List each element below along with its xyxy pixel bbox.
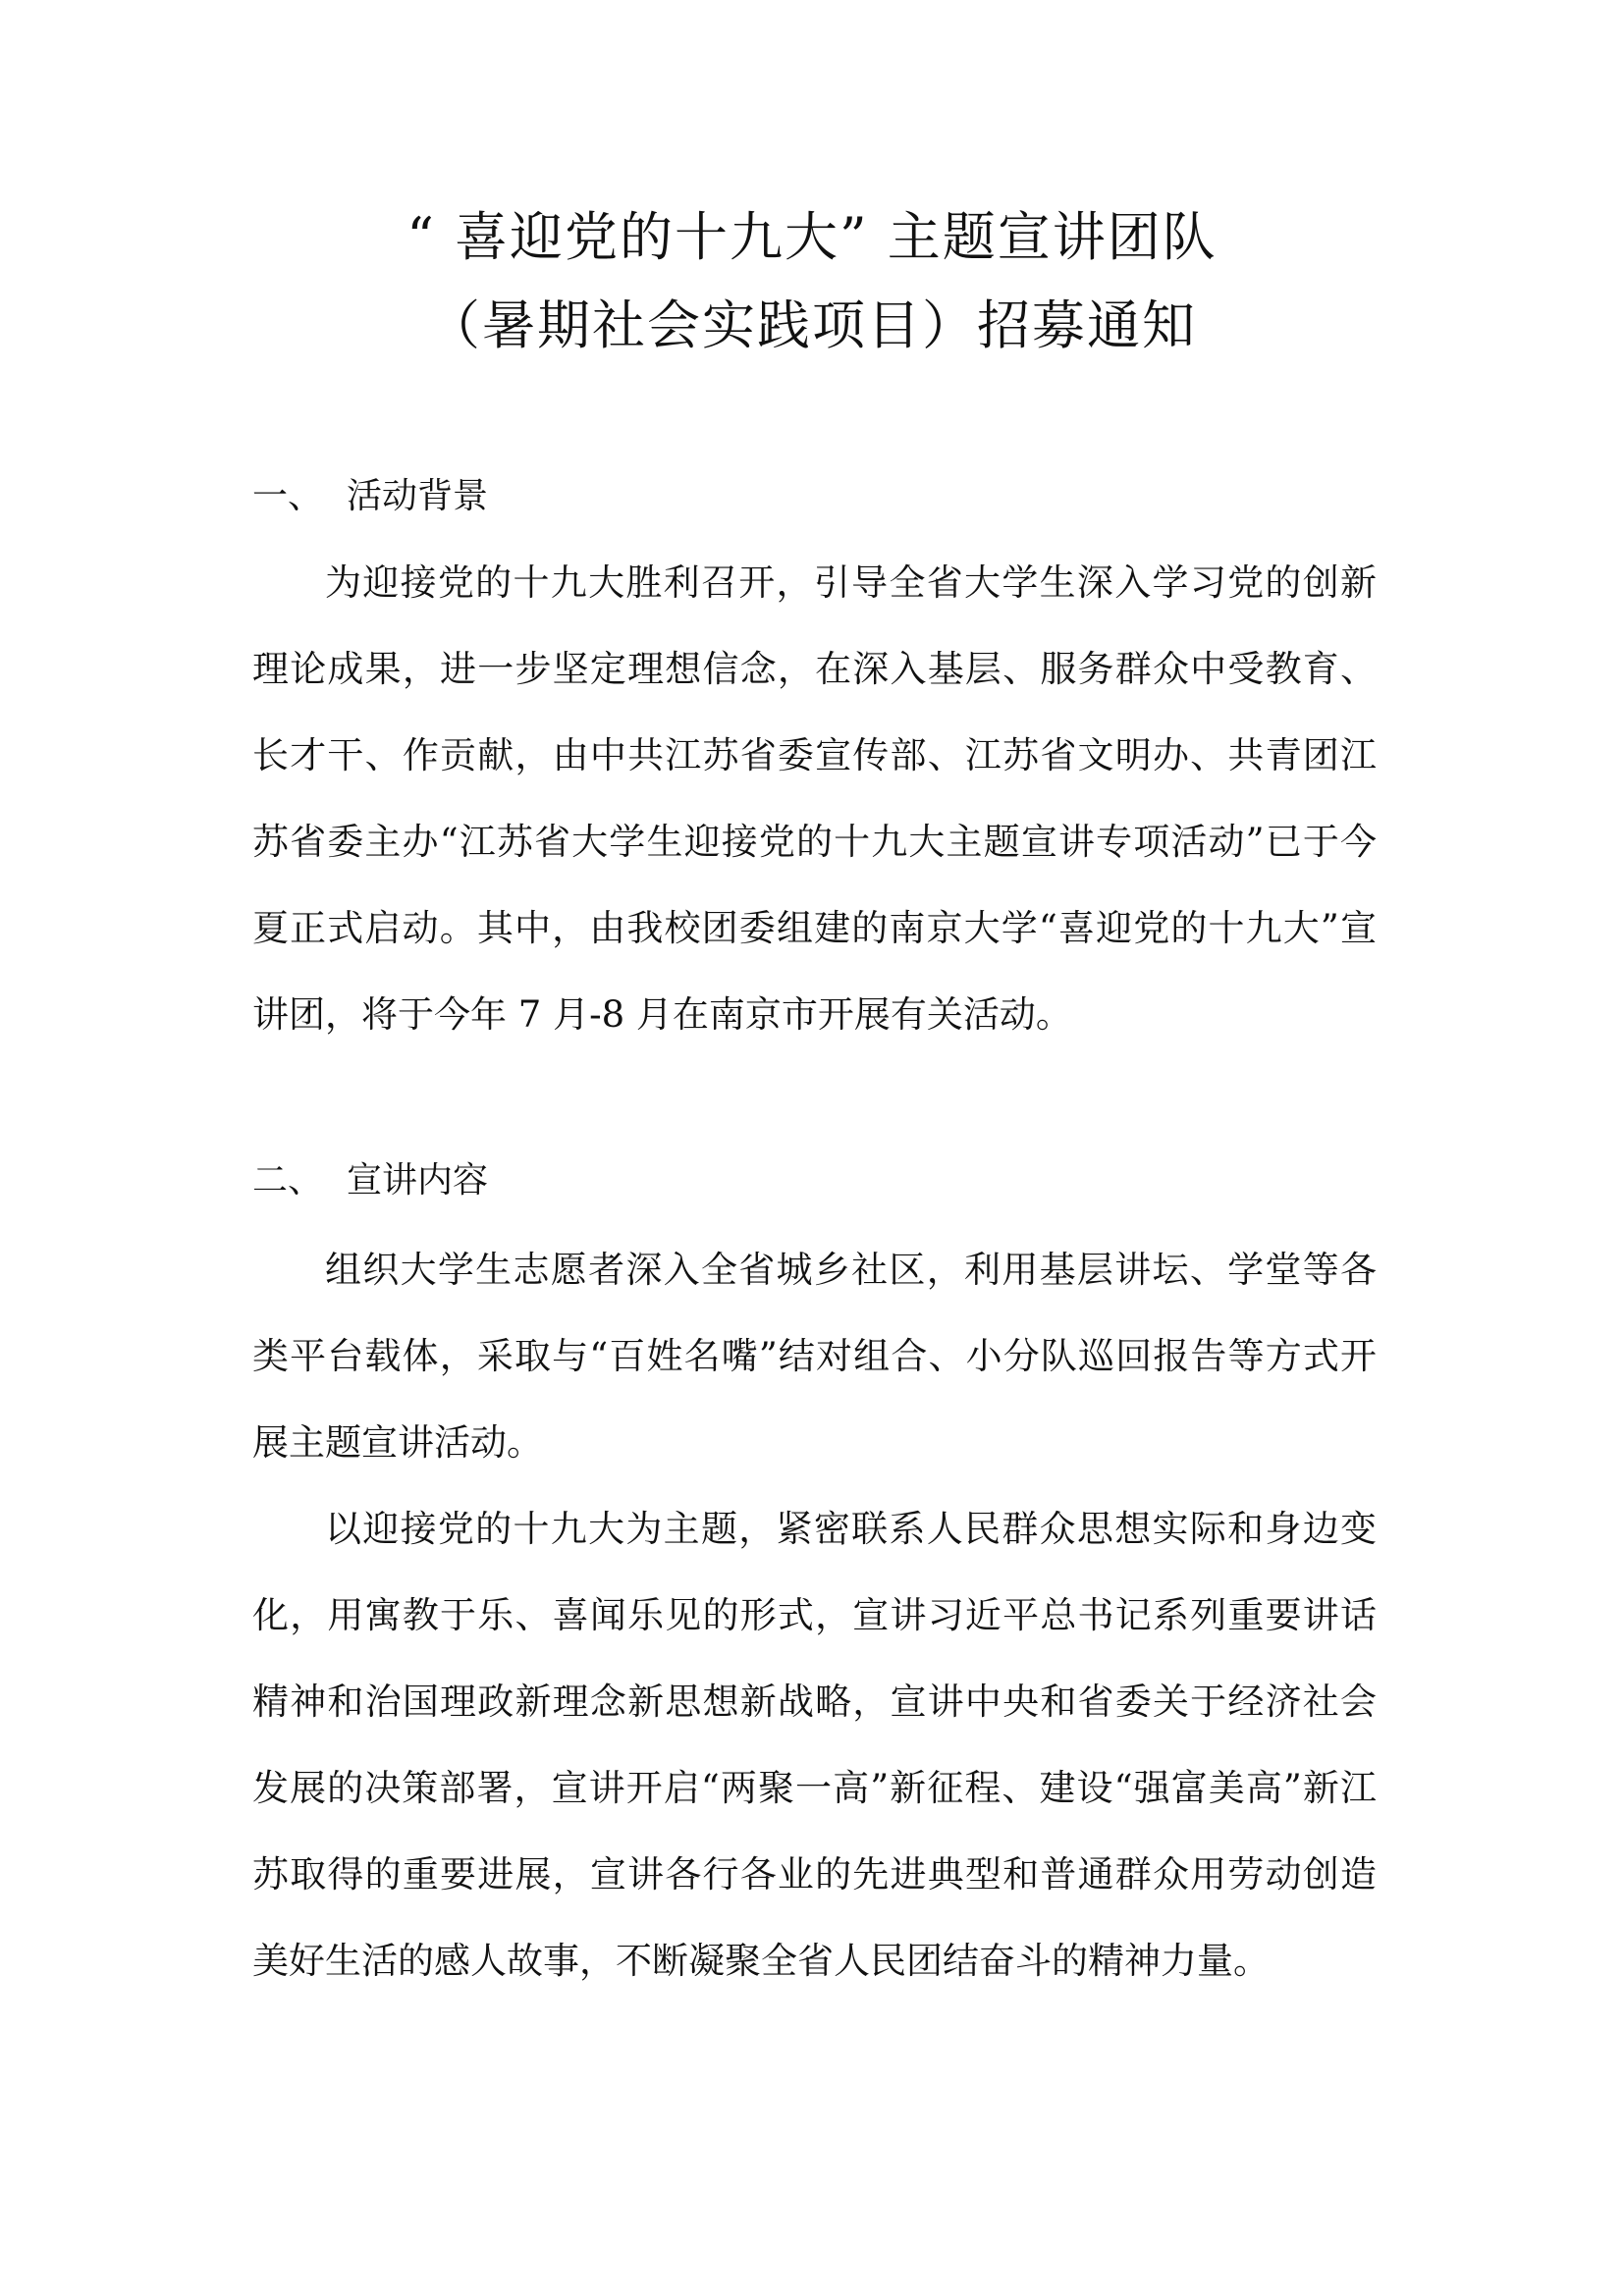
section-number: 一、 bbox=[252, 476, 324, 516]
section-title: 活动背景 bbox=[347, 476, 489, 516]
paragraph-background: 为迎接党的十九大胜利召开，引导全省大学生深入学习党的创新理论成果，进一步坚定理想信念，在深入基层、服务群众中受教育、长才干、作贡献，由中共江苏省委宣传部、江苏省文明办、共青团江苏省委主办“江苏省大学生迎接党的十九大主题宣讲专项活动”已于今夏正式启动。其中，由我校团委组建的南京大学“喜迎党的十九大”宣讲团，将于今年 7 月-8 月在南京市开展有关活动。 bbox=[252, 561, 1377, 1036]
document-title-line-2: （暑期社会实践项目）招募通知 bbox=[427, 294, 1197, 356]
section-number: 二、 bbox=[252, 1160, 324, 1201]
paragraph-content-2: 以迎接党的十九大为主题，紧密联系人民群众思想实际和身边变化，用寓教于乐、喜闻乐见的形式，宣讲习近平总书记系列重要讲话精神和治国理政新理念新思想新战略，宣讲中央和省委关于经济社会发展的决策部署，宣讲开启“两聚一高”新征程、建设“强富美高”新江苏取得的重要进展，宣讲各行各业的先进典型和普通群众用劳动创造美好生活的感人故事，不断凝聚全省人民团结奋斗的精神力量。 bbox=[252, 1508, 1377, 1982]
paragraph-content-1: 组织大学生志愿者深入全省城乡社区，利用基层讲坛、学堂等各类平台载体，采取与“百姓名嘴”结对组合、小分队巡回报告等方式开展主题宣讲活动。 bbox=[252, 1249, 1377, 1464]
section-title: 宣讲内容 bbox=[347, 1160, 489, 1201]
section-heading-content bbox=[252, 1160, 489, 1201]
document-title-line-1: “ 喜迎党的十九大” 主题宣讲团队 bbox=[406, 206, 1218, 268]
section-heading-background bbox=[252, 476, 489, 516]
